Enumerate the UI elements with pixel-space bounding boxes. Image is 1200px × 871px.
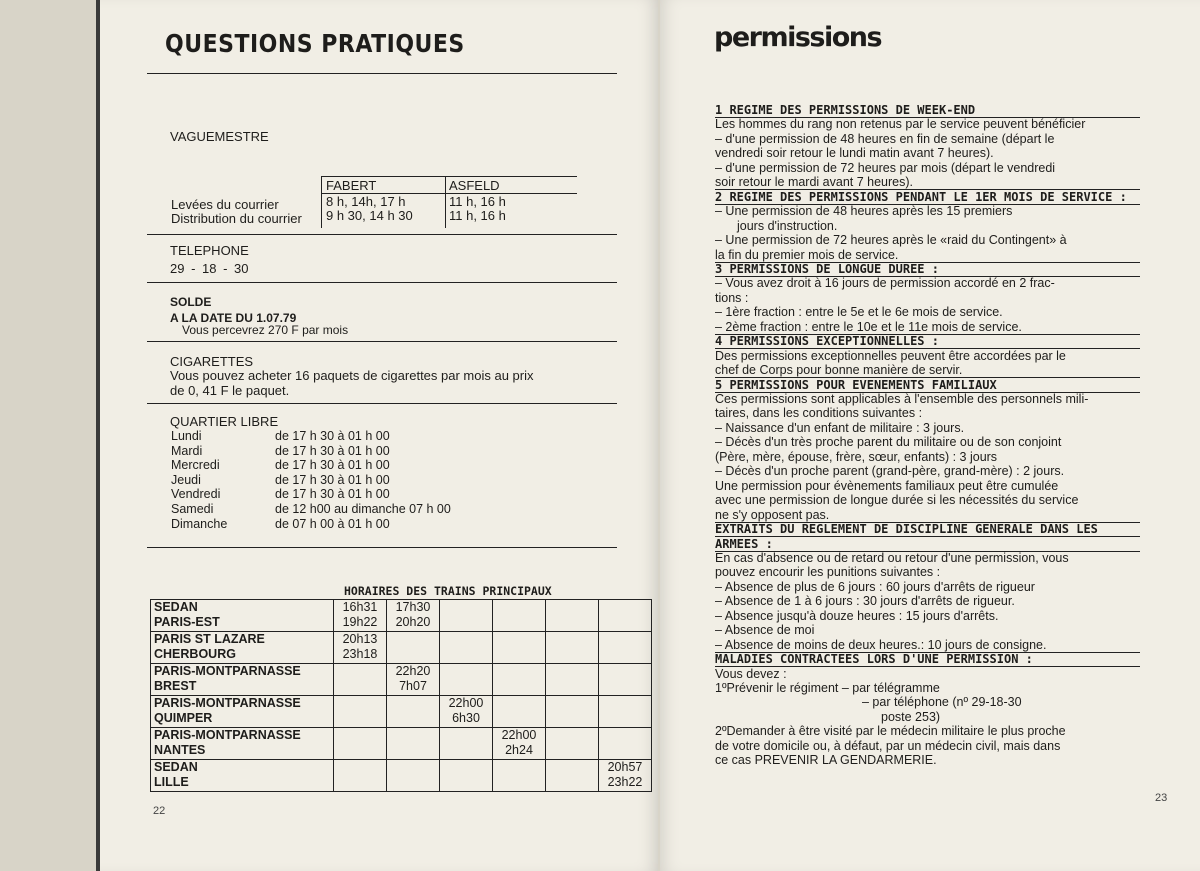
schedule-day: Lundi: [171, 429, 202, 443]
trains-heading: HORAIRES DES TRAINS PRINCIPAUX: [344, 584, 552, 598]
departure-time: 20h13: [342, 632, 378, 646]
train-time-cell: [387, 632, 440, 664]
departure-time: 17h30: [395, 600, 431, 614]
vaguemestre-heading: VAGUEMESTRE: [170, 129, 269, 144]
section-heading: 2 REGIME DES PERMISSIONS PENDANT LE 1ER MOIS DE SERVICE :: [715, 190, 1140, 205]
schedule-hours: de 12 h00 au dimanche 07 h 00: [275, 501, 451, 516]
train-time-cell: [334, 728, 387, 760]
train-to: BREST: [154, 679, 197, 693]
train-time-cell: [599, 696, 652, 728]
section-heading: EXTRAITS DU REGLEMENT DE DISCIPLINE GENERALE DANS LES: [715, 522, 1140, 537]
text-line: Ces permissions sont applicables à l'ensemble des personnels mili-: [715, 392, 1089, 406]
text-line: ne s'y opposent pas.: [715, 508, 1140, 523]
text-line: poste 253): [881, 709, 941, 724]
schedule-hours: de 17 h 30 à 01 h 00: [275, 429, 390, 443]
trains-table: [150, 599, 652, 792]
courier-vline-1: [321, 176, 322, 228]
train-time-cell: [546, 760, 599, 792]
arrival-time: 20h20: [395, 615, 431, 629]
schedule-day: Dimanche: [171, 516, 228, 531]
text-line: vendredi soir retour le lundi matin avant 7 heures).: [715, 146, 994, 161]
section-rule: [147, 403, 617, 404]
train-time-cell: [334, 760, 387, 792]
section-rule: [147, 282, 617, 283]
train-from: SEDAN: [154, 600, 198, 614]
column-fabert: FABERT: [326, 178, 377, 193]
train-time-cell: [440, 728, 493, 760]
train-time-cell: [546, 600, 599, 632]
text-line: Les hommes du rang non retenus par le service peuvent bénéficier: [715, 117, 1086, 132]
schedule-row: [171, 458, 451, 473]
schedule-day: Mercredi: [171, 458, 220, 473]
train-row: [151, 600, 652, 632]
text-line: En cas d'absence ou de retard ou retour d'une permission, vous: [715, 550, 1069, 565]
train-time-cell: [599, 664, 652, 696]
text-line: – Décès d'un proche parent (grand-père, grand-mère) : 2 jours.: [715, 464, 1065, 479]
train-time-cell: [493, 760, 546, 792]
text-line: pouvez encourir les punitions suivantes :: [715, 565, 941, 580]
train-time-cell: [546, 728, 599, 760]
train-from: SEDAN: [154, 760, 198, 774]
text-line: jours d'instruction.: [737, 218, 838, 233]
text-line: tions :: [715, 290, 749, 305]
train-from: PARIS-MONTPARNASSE: [154, 696, 301, 710]
page-number-right: 23: [1155, 792, 1168, 804]
solde-heading: SOLDE: [170, 295, 212, 309]
text-line: 2ºDemander à être visité par le médecin militaire le plus proche: [715, 724, 1066, 739]
schedule-hours: de 17 h 30 à 01 h 00: [275, 458, 390, 473]
train-to: CHERBOURG: [154, 647, 236, 661]
schedule-day: Vendredi: [171, 487, 221, 502]
text-line: – Décès d'un très proche parent du militaire ou de son conjoint: [715, 435, 1062, 450]
train-time-cell: [493, 696, 546, 728]
train-route: [151, 728, 334, 760]
section-heading: ARMEES :: [715, 537, 1140, 552]
schedule-day: Samedi: [171, 501, 214, 516]
train-time-cell: [493, 664, 546, 696]
text-line: – Absence jusqu'à douze heures : 15 jours d'arrêts.: [715, 608, 999, 623]
telephone-number: 29 - 18 - 30: [170, 261, 249, 276]
arrival-time: 2h24: [505, 743, 533, 757]
arrival-time: 6h30: [452, 711, 480, 725]
text-line: – 2ème fraction : entre le 10e et le 11e mois de service.: [715, 320, 1140, 335]
telephone-heading: TELEPHONE: [170, 243, 249, 258]
train-time-cell: [334, 600, 387, 632]
solde-date: A LA DATE DU 1.07.79: [170, 311, 297, 325]
section-heading: 3 PERMISSIONS DE LONGUE DUREE :: [715, 262, 1140, 277]
train-to: QUIMPER: [154, 711, 213, 725]
train-route: [151, 664, 334, 696]
train-row: [151, 760, 652, 792]
train-time-cell: [546, 632, 599, 664]
train-from: PARIS ST LAZARE: [154, 632, 265, 646]
arrival-time: 23h18: [342, 647, 378, 661]
train-row: [151, 728, 652, 760]
train-time-cell: [334, 696, 387, 728]
section-rule: [147, 234, 617, 235]
text-line: Des permissions exceptionnelles peuvent être accordées par le: [715, 348, 1066, 363]
text-line: – Absence de moi: [715, 623, 815, 638]
train-to: LILLE: [154, 775, 189, 789]
schedule-row: [171, 487, 451, 502]
column-asfeld: ASFELD: [449, 178, 500, 193]
courier-row-asfeld: 11 h, 16 h: [449, 208, 506, 223]
section-heading: 1 REGIME DES PERMISSIONS DE WEEK-END: [715, 103, 1140, 118]
section-heading: 4 PERMISSIONS EXCEPTIONNELLES :: [715, 334, 1140, 349]
train-row: [151, 664, 652, 696]
train-time-cell: [440, 664, 493, 696]
schedule-hours: de 17 h 30 à 01 h 00: [275, 443, 390, 458]
text-line: avec une permission de longue durée si les nécessités du service: [715, 493, 1079, 508]
text-line: – Une permission de 72 heures après le «raid du Contingent» à: [715, 233, 1067, 248]
courier-row-fabert: 8 h, 14h, 17 h: [326, 194, 406, 209]
departure-time: 20h57: [607, 760, 643, 774]
departure-time: 22h20: [395, 664, 431, 678]
text-line: 1ºPrévenir le régiment – par télégramme: [715, 681, 940, 695]
courier-row-label: Distribution du courrier: [171, 211, 302, 226]
train-time-cell: [493, 600, 546, 632]
cigarettes-line: de 0, 41 F le paquet.: [170, 383, 290, 398]
train-time-cell: [387, 696, 440, 728]
train-time-cell: [599, 760, 652, 792]
train-route: [151, 760, 334, 792]
schedule-row: [171, 429, 451, 444]
page-title-right: permissions: [714, 22, 882, 53]
courier-row-asfeld: 11 h, 16 h: [449, 194, 506, 209]
cigarettes-heading: CIGARETTES: [170, 354, 254, 369]
arrival-time: 7h07: [399, 679, 427, 693]
schedule-day: Mardi: [171, 443, 203, 458]
arrival-time: 19h22: [342, 615, 378, 629]
arrival-time: 23h22: [607, 775, 643, 789]
departure-time: 22h00: [448, 696, 484, 710]
text-line: soir retour le mardi avant 7 heures).: [715, 175, 1140, 190]
text-line: – d'une permission de 48 heures en fin de semaine (départ le: [715, 131, 1055, 146]
text-line: de votre domicile ou, à défaut, par un médecin civil, mais dans: [715, 738, 1061, 753]
train-time-cell: [599, 728, 652, 760]
train-time-cell: [599, 600, 652, 632]
quartier-libre-schedule: [171, 429, 451, 531]
train-to: NANTES: [154, 743, 206, 757]
text-line: ce cas PREVENIR LA GENDARMERIE.: [715, 753, 937, 768]
text-line: – par téléphone (nº 29-18-30: [862, 695, 1022, 710]
courier-vline-2: [445, 176, 446, 228]
train-route: [151, 696, 334, 728]
text-line: Vous devez :: [715, 666, 787, 681]
train-row: [151, 696, 652, 728]
solde-text: Vous percevrez 270 F par mois: [182, 323, 349, 337]
train-time-cell: [440, 632, 493, 664]
train-time-cell: [334, 664, 387, 696]
train-to: PARIS-EST: [154, 615, 220, 629]
train-row: [151, 632, 652, 664]
schedule-hours: de 17 h 30 à 01 h 00: [275, 472, 390, 487]
schedule-row: [171, 517, 451, 532]
train-time-cell: [440, 600, 493, 632]
text-line: – Naissance d'un enfant de militaire : 3 jours.: [715, 420, 965, 435]
train-time-cell: [493, 728, 546, 760]
train-from: PARIS-MONTPARNASSE: [154, 664, 301, 678]
schedule-hours: de 07 h 00 à 01 h 00: [275, 516, 390, 531]
quartier-libre-heading: QUARTIER LIBRE: [170, 414, 279, 429]
train-time-cell: [387, 728, 440, 760]
train-time-cell: [440, 696, 493, 728]
text-line: chef de Corps pour bonne manière de servir.: [715, 363, 1140, 378]
train-route: [151, 632, 334, 664]
text-line: taires, dans les conditions suivantes :: [715, 406, 923, 421]
section-heading: 5 PERMISSIONS POUR EVENEMENTS FAMILIAUX: [715, 378, 1140, 393]
text-line: la fin du premier mois de service.: [715, 248, 1140, 263]
text-line: Une permission pour évènements familiaux peut être cumulée: [715, 478, 1059, 493]
train-time-cell: [387, 760, 440, 792]
text-line: – 1ère fraction : entre le 5e et le 6e mois de service.: [715, 305, 1003, 320]
train-time-cell: [334, 632, 387, 664]
section-rule: [147, 547, 617, 548]
schedule-day: Jeudi: [171, 472, 201, 487]
text-line: – Vous avez droit à 16 jours de permission accordé en 2 frac-: [715, 276, 1055, 291]
train-time-cell: [440, 760, 493, 792]
train-time-cell: [387, 600, 440, 632]
departure-time: 22h00: [501, 728, 537, 742]
train-from: PARIS-MONTPARNASSE: [154, 728, 301, 742]
train-time-cell: [546, 664, 599, 696]
section-heading: MALADIES CONTRACTEES LORS D'UNE PERMISSION :: [715, 652, 1140, 667]
cigarettes-line: Vous pouvez acheter 16 paquets de cigarettes par mois au prix: [170, 368, 534, 383]
train-route: [151, 600, 334, 632]
schedule-hours: de 17 h 30 à 01 h 00: [275, 487, 390, 502]
schedule-row: [171, 502, 451, 517]
courier-top-rule: [322, 176, 577, 177]
text-line: – Absence de 1 à 6 jours : 30 jours d'arrêts de rigueur.: [715, 594, 1015, 609]
title-rule: [147, 73, 617, 74]
schedule-row: [171, 444, 451, 459]
train-time-cell: [599, 632, 652, 664]
train-time-cell: [493, 632, 546, 664]
page-title-left: QUESTIONS PRATIQUES: [165, 30, 465, 59]
train-time-cell: [387, 664, 440, 696]
train-time-cell: [546, 696, 599, 728]
text-line: – Absence de plus de 6 jours : 60 jours d'arrêts de rigueur: [715, 579, 1035, 594]
courier-row-fabert: 9 h 30, 14 h 30: [326, 208, 413, 223]
courier-row-label: Levées du courrier: [171, 197, 279, 212]
section-rule: [147, 341, 617, 342]
departure-time: 16h31: [342, 600, 378, 614]
schedule-row: [171, 473, 451, 488]
page-number-left: 22: [153, 805, 166, 817]
text-line: – Absence de moins de deux heures.: 10 jours de consigne.: [715, 638, 1140, 653]
text-line: (Père, mère, épouse, frère, sœur, enfants) : 3 jours: [715, 449, 998, 464]
text-line: – Une permission de 48 heures après les 15 premiers: [715, 204, 1013, 219]
text-line: – d'une permission de 72 heures par mois (départ le vendredi: [715, 160, 1056, 175]
